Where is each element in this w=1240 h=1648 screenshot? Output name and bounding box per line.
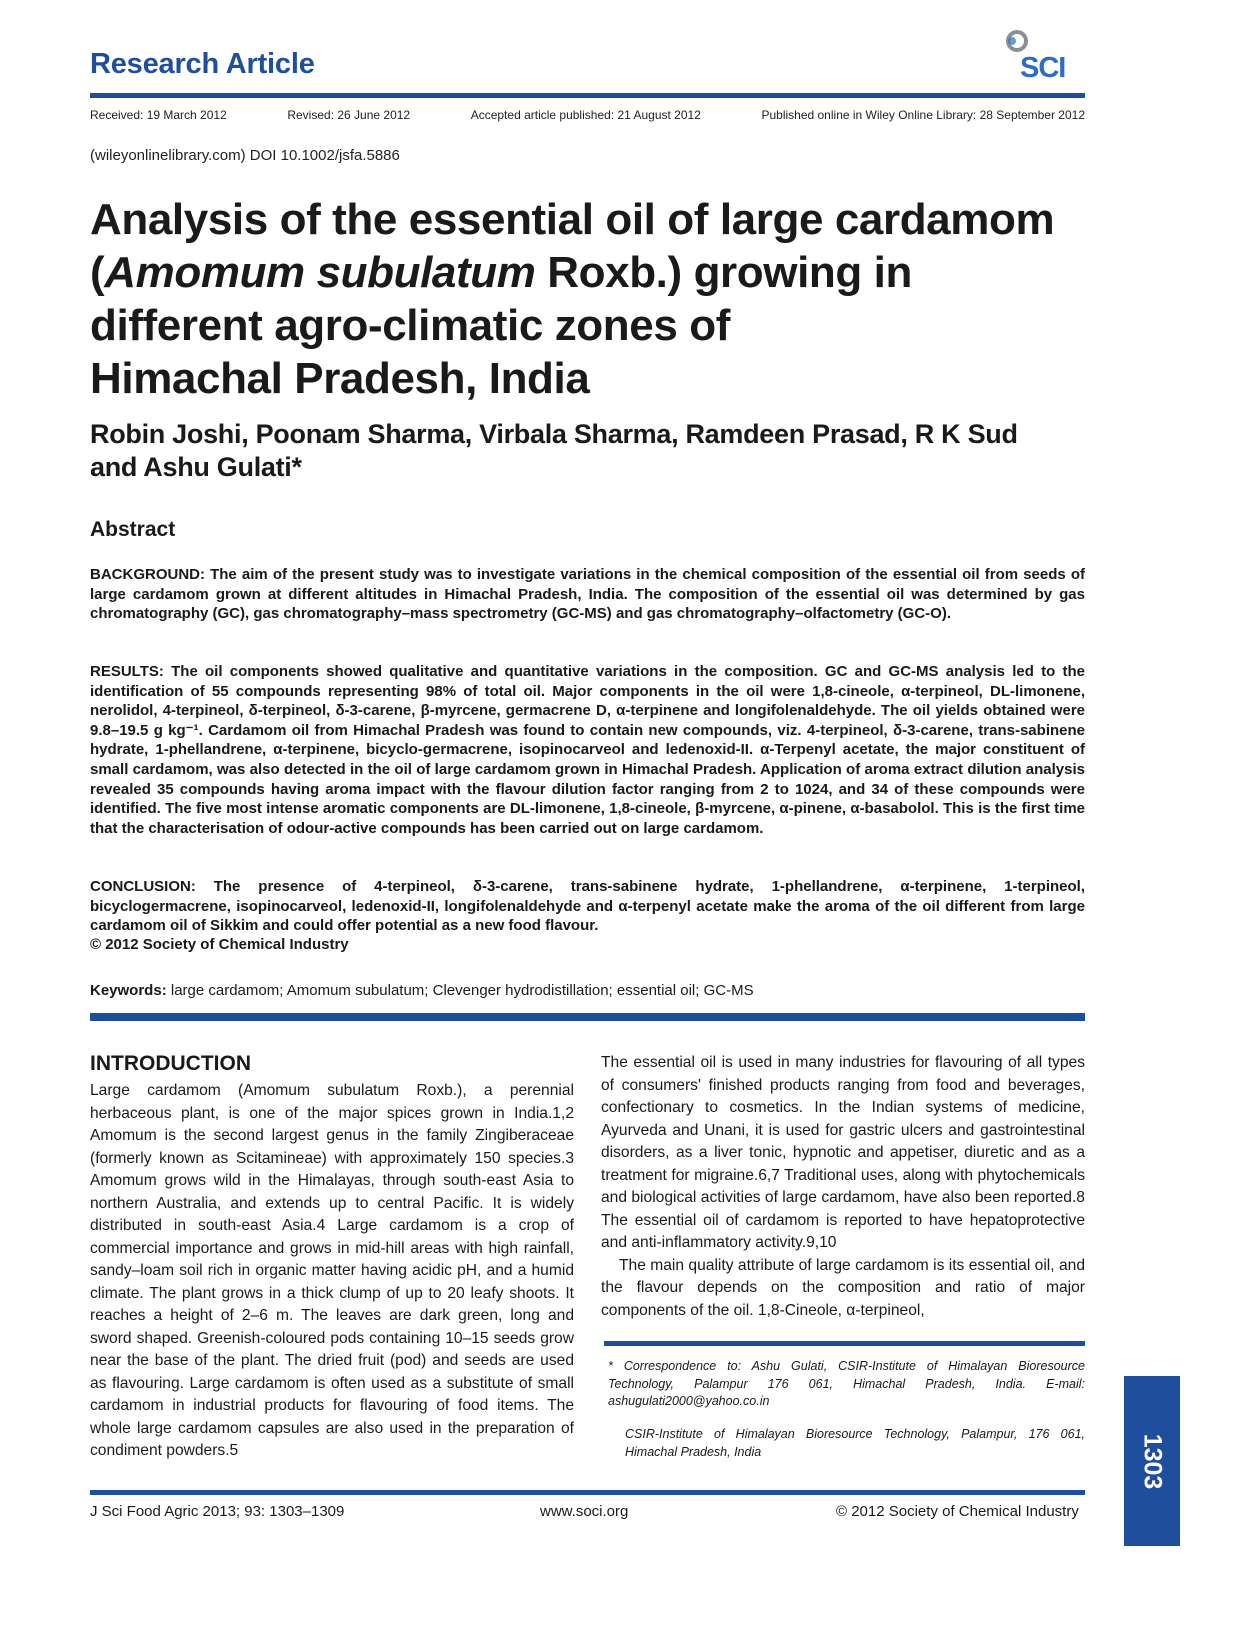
abstract-copyright: © 2012 Society of Chemical Industry (90, 936, 349, 953)
page-number: 1303 (1138, 1433, 1167, 1489)
received-date: Received: 19 March 2012 (90, 108, 227, 122)
article-title (90, 193, 1100, 405)
header-rule (90, 93, 1085, 98)
page-number-tab (1124, 1376, 1180, 1546)
body-paragraph: The essential oil is used in many industries for flavouring of all types of consumers' finished products ranging from food and beverages, confectionary to cosmetics. In the Indian systems of medicine, Ayurveda and Unani, it is used for gastric ulcers and gastrointestinal disorders, as a liver tonic, hypnotic and appetiser, diuretic and as a treatment for migraine.6,7 Traditional uses, along with phytochemicals and biological activities of large cardamom, have also been reported.8 The essential oil of cardamom is reported to have hepatoprotective and anti-inflammatory activity.9,10 (601, 1054, 1085, 1251)
keywords: Keywords: large cardamom; Amomum subulatum; Clevenger hydrodistillation; essential oil; GC-MS (90, 982, 754, 999)
correspondence-note: * Correspondence to: Ashu Gulati, CSIR-Institute of Himalayan Bioresource Technology, Palampur 176 061, Himachal Pradesh, India. E-mail: ashugulati2000@yahoo.co.in (608, 1359, 1085, 1408)
title-line: Himachal Pradesh, India (90, 354, 590, 403)
introduction-right-column (601, 1052, 1085, 1322)
footer-journal-citation: J Sci Food Agric 2013; 93: 1303–1309 (90, 1503, 345, 1520)
title-line: Analysis of the essential oil of large cardamom (90, 195, 1055, 244)
abstract-results: RESULTS: The oil components showed qualitative and quantitative variations in the composition. GC and GC-MS analysis led to the identification of 55 compounds representing 98% of total oil. Major components in the oil were 1,8-cineole, α-terpineol, DL-limonene, nerolidol, 4-terpineol, δ-terpineol, δ-3-carene, β-myrcene, germacrene D, α-terpinene and longifolenaldehyde. The oil yields obtained were 9.8–19.5 g kg⁻¹. Cardamom oil from Himachal Pradesh was found to contain new compounds, viz. 4-terpineol, δ-3-carene, trans-sabinene hydrate, 1-phellandrene, α-terpinene, bicyclo-germacrene, isopinocarveol and ledenoxid-II. α-Terpenyl acetate, the major constituent of small cardamom, was also detected in the oil of large cardamom grown in Himachal Pradesh. Application of aroma extract dilution analysis revealed 35 compounds having aroma impact with the flavour dilution factor ranging from 2 to 1024, and 34 of these compounds were identified. The five most intense aromatic components are DL-limonene, 1,8-cineole, β-myrcene, α-pinene, α-basabolol. This is the first time that the characterisation of odour-active compounds has been carried out on large cardamom. (90, 663, 1085, 837)
author-list: Robin Joshi, Poonam Sharma, Virbala Sharma, Ramdeen Prasad, R K Sud and Ashu Gulati* (90, 419, 1018, 482)
affiliation-note: CSIR-Institute of Himalayan Bioresource Technology, Palampur, 176 061, Himachal Pradesh, India (625, 1427, 1085, 1459)
title-species: Amomum subulatum (104, 248, 536, 297)
section-label: Research Article (90, 48, 315, 80)
introduction-left-column (90, 1080, 574, 1463)
abstract-background: BACKGROUND: The aim of the present study was to investigate variations in the chemical composition of the essential oil from seeds of large cardamom grown at different altitudes in Himachal Pradesh, India. The composition of the essential oil was determined by gas chromatography (GC), gas chromatography–mass spectrometry (GC-MS) and gas chromatography–olfactometry (GC-O). (90, 566, 1085, 623)
sci-logo-text: SCI (1020, 52, 1066, 84)
footer-rule (90, 1490, 1085, 1495)
body-paragraph: Large cardamom (Amomum subulatum Roxb.), a perennial herbaceous plant, is one of the major spices grown in India.1,2 Amomum is the second largest genus in the family Zingiberaceae (formerly known as Scitamineae) with approximately 150 species.3 Amomum grows wild in the Himalayas, through south-east Asia to northern Australia, and extends up to central Pacific. It is widely distributed in south-east Asia.4 Large cardamom is a crop of commercial importance and grows in mid-hill areas with high rainfall, sandy–loam soil rich in organic matter having acidic pH, and a humid climate. The plant grows in a thick clump of up to 20 leafy shoots. It reaches a height of 2–6 m. The leaves are dark green, long and sword shaped. Greenish-coloured pods containing 10–15 seeds grow near the base of the plant. The dried fruit (pod) and seeds are used as flavouring. Large cardamom is often used as a substitute of small cardamom in industrial products for flavouring of food items. The whole large cardamom capsules are also used in the preparation of condiment powders.5 (90, 1082, 574, 1459)
publication-dates (90, 108, 1085, 122)
abstract-heading: Abstract (90, 518, 176, 541)
footnote-rule (604, 1341, 1085, 1346)
body-paragraph: The main quality attribute of large cardamom is its essential oil, and the flavour depends on the composition and ratio of major components of the oil. 1,8-Cineole, α-terpineol, (601, 1256, 1085, 1319)
title-line: (Amomum subulatum Roxb.) growing in (90, 248, 912, 297)
doi: (wileyonlinelibrary.com) DOI 10.1002/jsfa.5886 (90, 147, 400, 164)
sci-logo-icon (1006, 30, 1028, 52)
abstract-rule (90, 1013, 1085, 1021)
published-date: Published online in Wiley Online Library: 28 September 2012 (761, 108, 1085, 122)
title-line: different agro-climatic zones of (90, 301, 730, 350)
footer-copyright: © 2012 Society of Chemical Industry (836, 1503, 1079, 1520)
accepted-date: Accepted article published: 21 August 2012 (470, 108, 701, 122)
introduction-heading: INTRODUCTION (90, 1052, 251, 1075)
sci-logo (1006, 30, 1088, 82)
revised-date: Revised: 26 June 2012 (287, 108, 411, 122)
abstract-conclusion: CONCLUSION: The presence of 4-terpineol, δ-3-carene, trans-sabinene hydrate, 1-phellandrene, α-terpinene, 1-terpineol, bicyclogermacrene, isopinocarveol, ledenoxid-II, longifolenaldehyde and α-terpenyl acetate make the aroma of the oil different from large cardamom oil of Sikkim and could offer potential as a new food flavour. (90, 878, 1085, 935)
footer-url[interactable]: www.soci.org (540, 1503, 629, 1520)
